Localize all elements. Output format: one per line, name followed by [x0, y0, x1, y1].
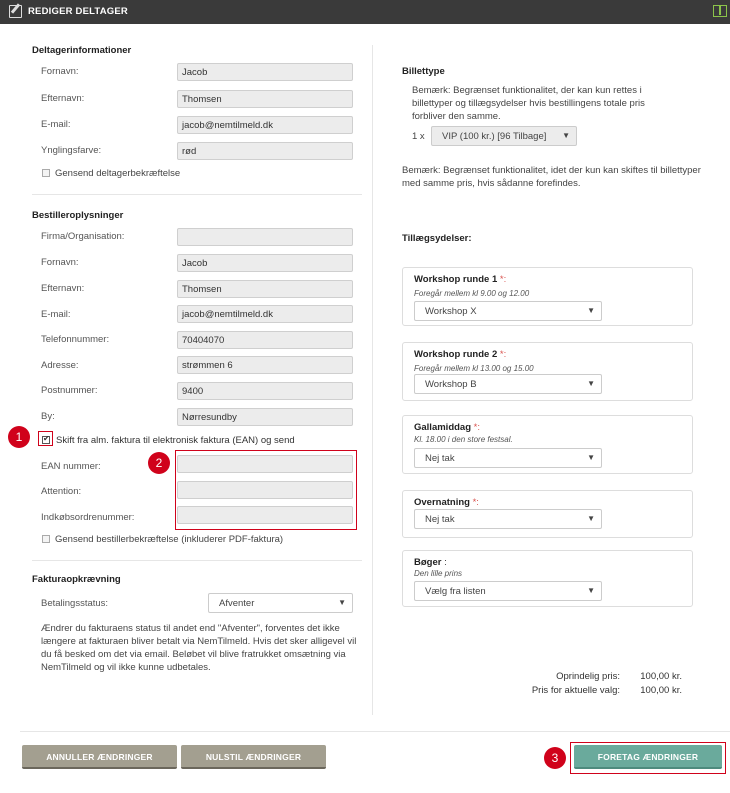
resend-participant-checkbox[interactable] [42, 169, 50, 177]
footer-divider [20, 731, 730, 732]
chevron-down-icon: ▼ [587, 514, 595, 523]
addon-select-value: Nej tak [425, 514, 455, 525]
resend-orderer-label: Gensend bestillerbekræftelse (inkluderer PDF-faktura) [55, 534, 284, 545]
ean-number-label: EAN nummer: [41, 461, 101, 472]
addon-title: Bøger : [414, 557, 447, 568]
addon-title: Gallamiddag *: [414, 422, 480, 433]
chevron-down-icon: ▼ [587, 379, 595, 388]
chevron-down-icon: ▼ [587, 453, 595, 462]
addon-title: Workshop runde 2 *: [414, 349, 507, 360]
dialog-header [0, 0, 730, 24]
orderer-postcode-label: Postnummer: [41, 385, 98, 396]
orderer-city-field[interactable]: Nørresundby [177, 408, 353, 426]
orderer-phone-field[interactable]: 70404070 [177, 331, 353, 349]
participant-color-field[interactable]: rød [177, 142, 353, 160]
ticket-section-title: Billettype [402, 66, 445, 77]
ticket-note-2: Bemærk: Begrænset funktionalitet, idet der kun kan skiftes til billettyper med samme pris, hvis sådanne forefindes. [402, 165, 701, 189]
resend-participant-label: Gensend deltagerbekræftelse [55, 168, 181, 179]
orderer-lastname-field[interactable]: Thomsen [177, 280, 353, 298]
orderer-address-label: Adresse: [41, 360, 79, 371]
edit-icon [9, 5, 22, 18]
annotation-badge-3: 3 [544, 747, 566, 769]
orderer-firstname-label: Fornavn: [41, 257, 79, 268]
orderer-section-title: Bestilleroplysninger [32, 210, 124, 221]
chevron-down-icon: ▼ [587, 586, 595, 595]
highlight-ean-fields [175, 450, 357, 530]
cancel-changes-button[interactable]: ANNULLER ÆNDRINGER [22, 745, 177, 769]
addon-select-overnight[interactable] [414, 509, 602, 529]
chevron-down-icon: ▼ [587, 306, 595, 315]
addon-select-value: Nej tak [425, 453, 455, 464]
ticket-quantity: 1 x [412, 131, 425, 142]
orderer-email-field[interactable]: jacob@nemtilmeld.dk [177, 305, 353, 323]
current-price-value: 100,00 kr. [640, 685, 682, 696]
highlight-submit-button [570, 742, 726, 774]
orderer-email-label: E-mail: [41, 309, 71, 320]
addon-card-books [402, 550, 693, 607]
column-divider [372, 45, 373, 715]
billing-section-title: Fakturaopkrævning [32, 574, 121, 585]
participant-firstname-field[interactable]: Jacob [177, 63, 353, 81]
participant-section-title: Deltagerinformationer [32, 45, 132, 56]
payment-status-value: Afventer [219, 598, 255, 609]
participant-color-label: Ynglingsfarve: [41, 145, 102, 156]
addon-title: Overnatning *: [414, 497, 479, 508]
orderer-company-field[interactable] [177, 228, 353, 246]
addon-card-workshop-1 [402, 267, 693, 326]
chevron-down-icon: ▼ [562, 131, 570, 140]
book-icon[interactable] [713, 5, 727, 17]
addon-subtitle: Foregår mellem kl 13.00 og 15.00 [414, 364, 534, 373]
purchase-order-label: Indkøbsordrenummer: [41, 512, 135, 523]
addon-title: Workshop runde 1 *: [414, 274, 507, 285]
submit-changes-button[interactable]: FORETAG ÆNDRINGER [574, 745, 722, 769]
highlight-ean-checkbox [38, 431, 53, 446]
orderer-phone-label: Telefonnummer: [41, 334, 110, 345]
attention-label: Attention: [41, 486, 82, 497]
dialog-title: REDIGER DELTAGER [28, 6, 128, 17]
payment-status-label: Betalingsstatus: [41, 598, 109, 609]
addon-card-overnight [402, 490, 693, 538]
participant-email-field[interactable]: jacob@nemtilmeld.dk [177, 116, 353, 134]
addon-select-value: Vælg fra listen [425, 586, 486, 597]
section-divider [32, 560, 362, 561]
orderer-postcode-field[interactable]: 9400 [177, 382, 353, 400]
resend-orderer-checkbox[interactable] [42, 535, 50, 543]
addon-subtitle: Foregår mellem kl 9.00 og 12.00 [414, 289, 530, 298]
addon-select-workshop-2[interactable] [414, 374, 602, 394]
addons-section-title: Tillægsydelser: [402, 233, 472, 244]
current-price-label: Pris for aktuelle valg: [531, 685, 620, 696]
addon-card-gala-dinner [402, 415, 693, 474]
participant-lastname-field[interactable]: Thomsen [177, 90, 353, 108]
ticket-type-value: VIP (100 kr.) [96 Tilbage] [442, 131, 547, 142]
ticket-note-1: Bemærk: Begrænset funktionalitet, der kan kun rettes i billettyper og tillægsydelser hvis bestillingens totale pris forbliver den samme. [412, 85, 645, 122]
orderer-city-label: By: [41, 411, 55, 422]
addon-select-value: Workshop X [425, 306, 477, 317]
participant-email-label: E-mail: [41, 119, 71, 130]
participant-firstname-label: Fornavn: [41, 66, 79, 77]
addon-subtitle: Kl. 18.00 i den store festsal. [414, 435, 513, 444]
addon-select-workshop-1[interactable] [414, 301, 602, 321]
ean-toggle-label: Skift fra alm. faktura til elektronisk faktura (EAN) og send [56, 435, 295, 446]
annotation-badge-2: 2 [148, 452, 170, 474]
reset-changes-button[interactable]: NULSTIL ÆNDRINGER [181, 745, 326, 769]
ticket-type-select[interactable] [431, 126, 577, 146]
annotation-badge-1: 1 [8, 426, 30, 448]
addon-card-workshop-2 [402, 342, 693, 401]
orderer-address-field[interactable]: strømmen 6 [177, 356, 353, 374]
section-divider [32, 194, 362, 195]
orderer-lastname-label: Efternavn: [41, 283, 85, 294]
original-price-label: Oprindelig pris: [556, 671, 620, 682]
payment-status-select[interactable] [208, 593, 353, 613]
participant-lastname-label: Efternavn: [41, 93, 85, 104]
addon-select-books[interactable] [414, 581, 602, 601]
orderer-company-label: Firma/Organisation: [41, 231, 125, 242]
chevron-down-icon: ▼ [338, 598, 346, 607]
billing-note: Ændrer du fakturaens status til andet end "Afventer", forventes det ikke længere at fakturaen bliver betalt via NemTilmeld. Hvis det sker alligevel vil du få besked om det via email. Beløbet vil blive fratrukket omsætning via NemTilmeld og vil ikke kunne udbetales. [41, 623, 357, 673]
orderer-firstname-field[interactable]: Jacob [177, 254, 353, 272]
addon-select-gala-dinner[interactable] [414, 448, 602, 468]
addon-select-value: Workshop B [425, 379, 477, 390]
addon-subtitle: Den lille prins [414, 569, 463, 578]
original-price-value: 100,00 kr. [640, 671, 682, 682]
